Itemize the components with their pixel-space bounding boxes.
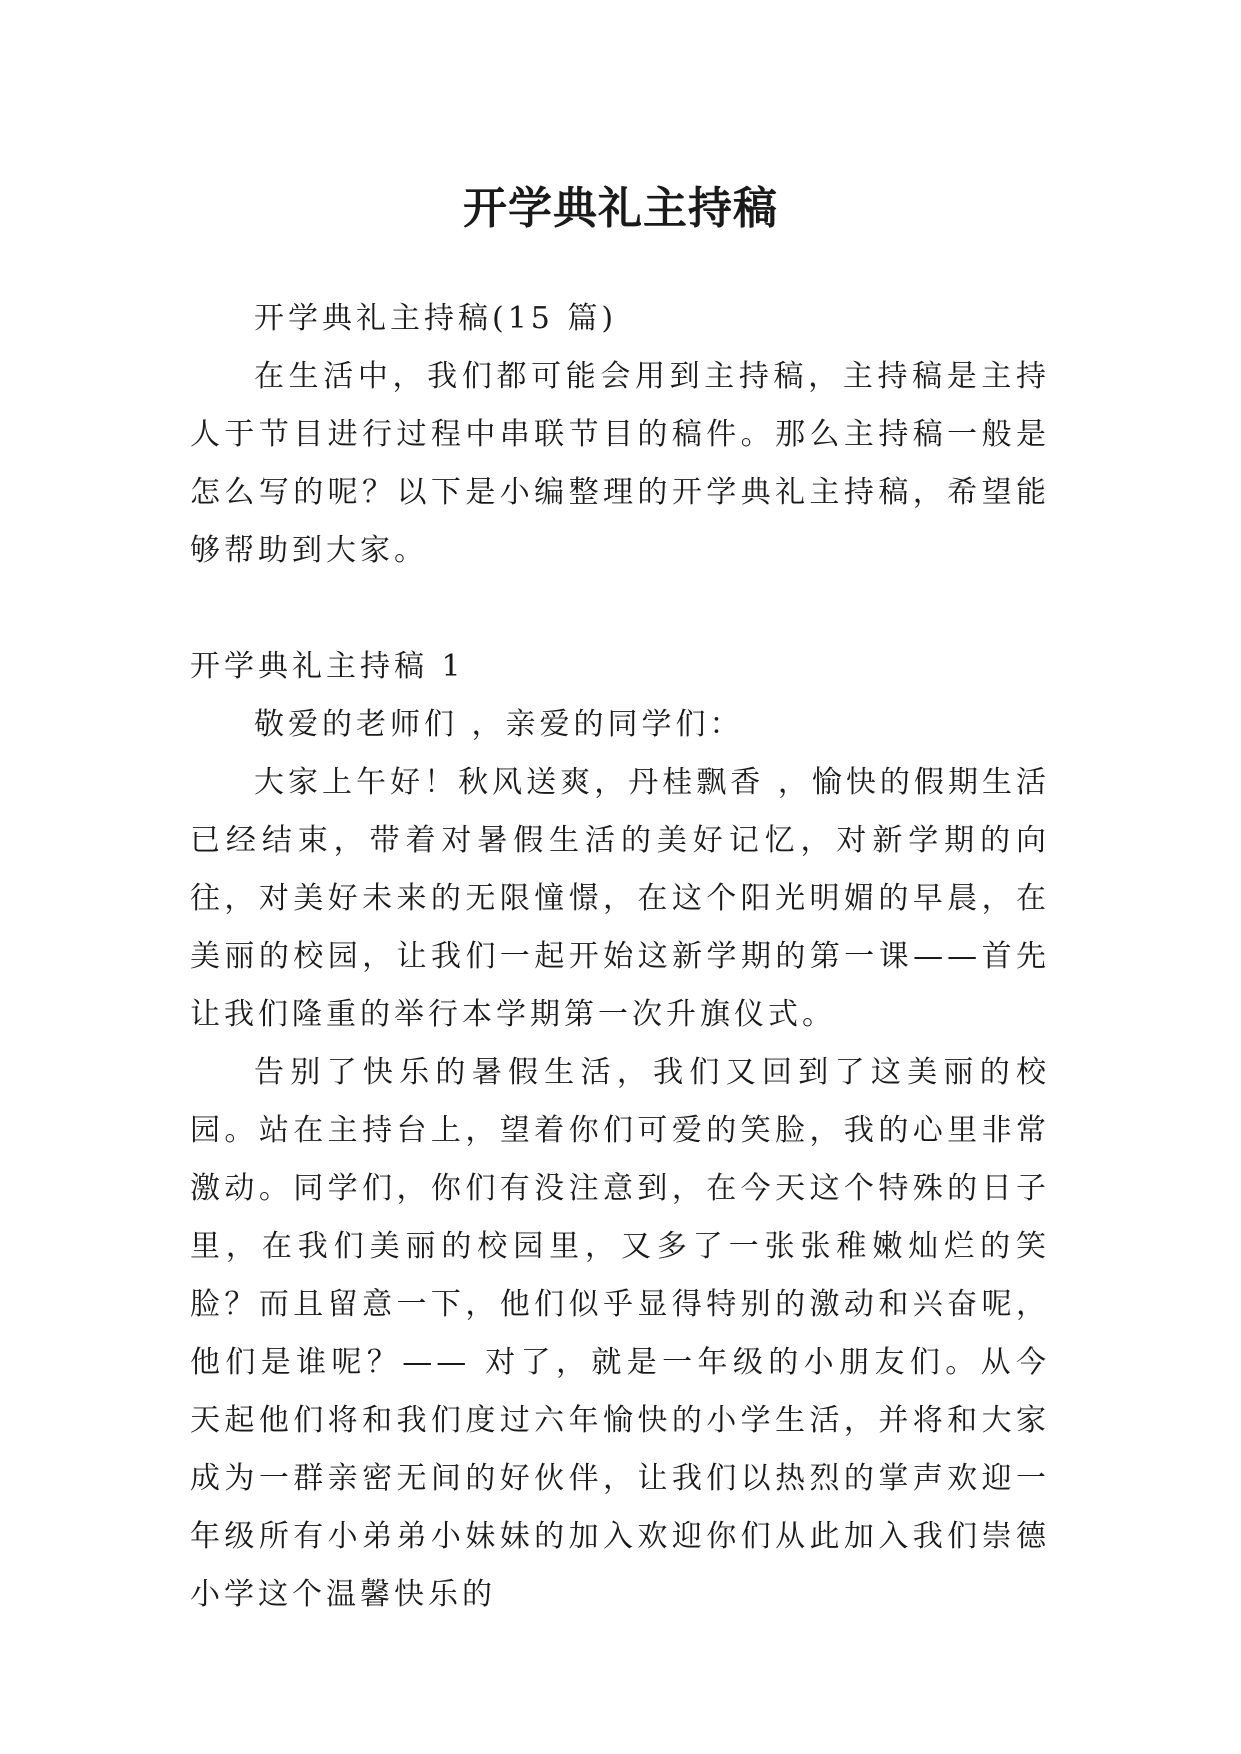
paragraph-gap <box>190 580 1050 638</box>
body-paragraph-2: 告别了快乐的暑假生活，我们又回到了这美丽的校园。站在主持台上，望着你们可爱的笑脸，我的心里非常激动。同学们，你们有没注意到，在今天这个特殊的日子里，在我们美丽的校园里，又多了一张张稚嫩灿烂的笑脸？而且留意一下，他们似乎显得特别的激动和兴奋呢，他们是谁呢？—— 对了，就是一年级的小朋友们。从今天起他们将和我们度过六年愉快的小学生活，并将和大家成为一群亲密无间的好伙伴，让我们以热烈的掌声欢迎一年级所有小弟弟小妹妹的加入欢迎你们从此加入我们崇德小学这个温馨快乐的 <box>190 1055 1050 1612</box>
body-paragraph-1: 大家上午好！秋风送爽，丹桂飘香 ，愉快的假期生活已经结束，带着对暑假生活的美好记忆，对新学期的向往，对美好未来的无限憧憬，在这个阳光明媚的早晨，在美丽的校园，让我们一起开始这新学期的第一课——首先让我们隆重的举行本学期第一次升旗仪式。 <box>190 765 1050 1032</box>
section-heading: 开学典礼主持稿 1 <box>190 649 465 684</box>
document-body <box>190 290 1050 1624</box>
document-title: 开学典礼主持稿 <box>463 183 778 235</box>
greeting-paragraph: 敬爱的老师们 ，亲爱的同学们： <box>254 707 744 742</box>
document-subtitle: 开学典礼主持稿(15 篇) <box>254 301 618 336</box>
intro-paragraph: 在生活中，我们都可能会用到主持稿，主持稿是主持人于节目进行过程中串联节目的稿件。那么主持稿一般是怎么写的呢？以下是小编整理的开学典礼主持稿，希望能够帮助到大家。 <box>190 359 1050 568</box>
